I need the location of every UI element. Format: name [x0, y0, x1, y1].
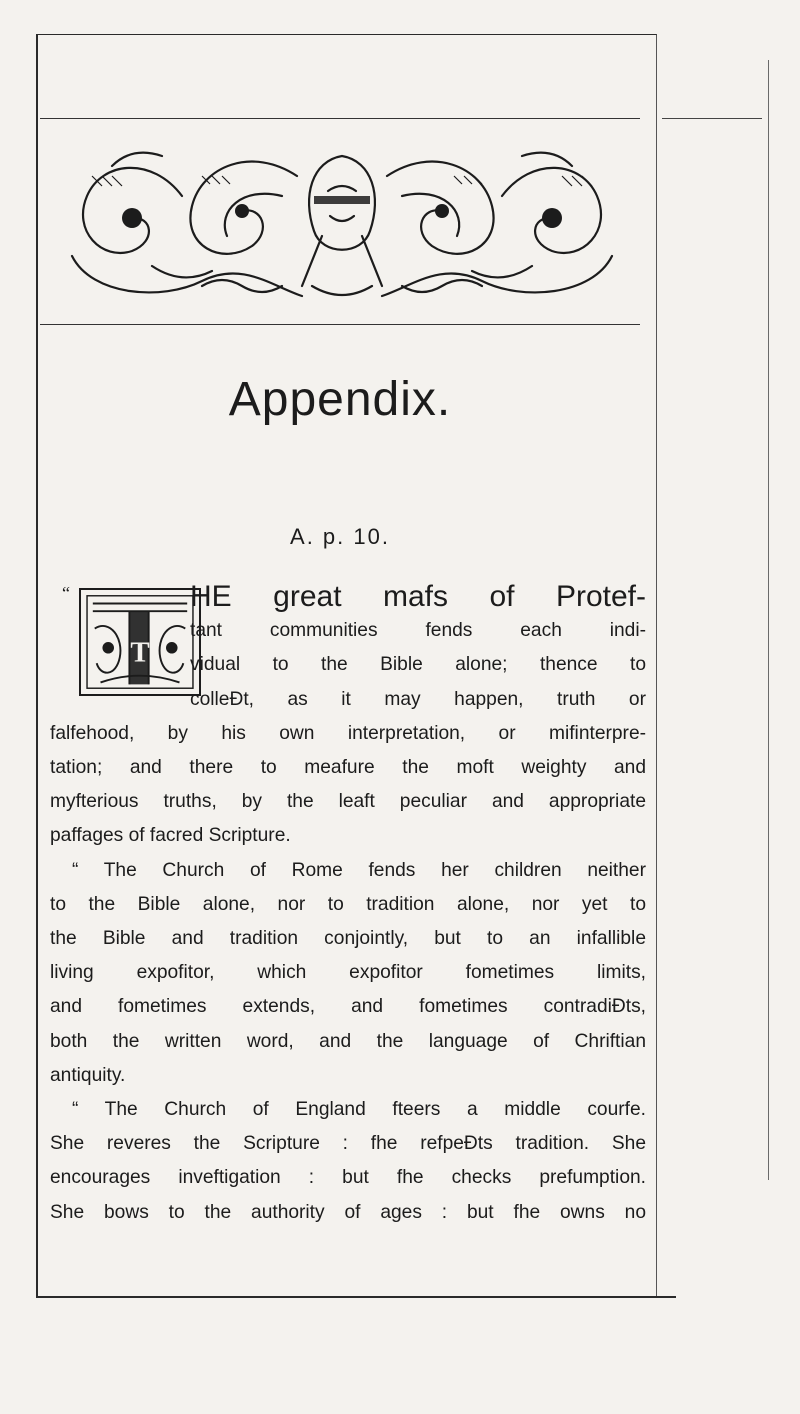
page-reference: A. p. 10. [290, 524, 390, 549]
text-line: antiquity. [50, 1064, 126, 1086]
text-line: encourages inveftigation : but fhe checks prefumption. [50, 1167, 646, 1189]
svg-text:T: T [130, 636, 150, 669]
text-line: falfehood, by his own interpretation, or mifinterpre- [50, 722, 646, 744]
text-line: “ The Church of Rome fends her children neither [72, 859, 646, 881]
text-line: the Bible and tradition conjointly, but to an infallible [50, 928, 646, 950]
text-line: vidual to the Bible alone; thence to [190, 654, 646, 676]
text-line: and fometimes extends, and fometimes contradiƉts, [50, 996, 646, 1018]
text-line: both the written word, and the language of Chriftian [50, 1030, 646, 1052]
page-title: Appendix. [228, 373, 452, 426]
ornamental-headpiece [52, 136, 632, 308]
text-line: She bows to the authority of ages : but fhe owns no [50, 1201, 646, 1223]
text-line: She reveres the Scripture : fhe refpeƉts tradition. She [50, 1133, 646, 1155]
text-line: tation; and there to meafure the moft weighty and [50, 757, 646, 779]
headpiece-top-rule [40, 118, 640, 119]
headpiece-bottom-rule [40, 324, 640, 325]
facing-page-rule [662, 118, 762, 119]
text-line: colleƉt, as it may happen, truth or [190, 688, 646, 710]
text-line: tant communities fends each indi- [190, 620, 646, 642]
text-line: “ The Church of England fteers a middle courfe. [72, 1099, 646, 1121]
body-text [50, 580, 646, 1230]
facing-page-edge [768, 60, 769, 1180]
opening-quote: “ [62, 583, 70, 603]
text-line: HE great mafs of Protef- [190, 580, 646, 613]
bottom-rule [36, 1296, 676, 1298]
text-line: myfterious truths, by the leaft peculiar and appropriate [50, 791, 646, 813]
text-line: to the Bible alone, nor to tradition alone, nor yet to [50, 893, 646, 915]
text-line: living expofitor, which expofitor fometimes limits, [50, 962, 646, 984]
text-line: paffages of facred Scripture. [50, 825, 291, 847]
